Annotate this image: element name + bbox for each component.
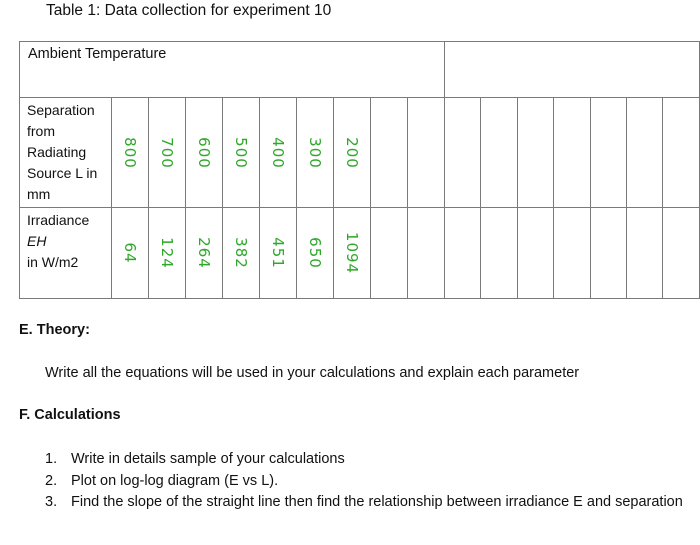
- separation-value: 300: [306, 136, 324, 169]
- list-item: 2. Plot on log-log diagram (E vs L).: [45, 472, 279, 489]
- separation-empty-cell: [591, 98, 627, 208]
- ambient-temperature-value: [445, 42, 700, 98]
- separation-value: 700: [158, 136, 176, 169]
- calculations-heading: F. Calculations: [19, 407, 121, 423]
- separation-cell: [334, 98, 371, 208]
- irradiance-empty-cell: [481, 208, 518, 299]
- irradiance-empty-cell: [663, 208, 700, 299]
- separation-value: 600: [195, 136, 213, 169]
- data-table: [19, 41, 700, 299]
- irradiance-cell: [186, 208, 223, 299]
- irradiance-value: 124: [158, 237, 176, 269]
- irradiance-value: 1094: [343, 231, 361, 275]
- separation-empty-cell: [518, 98, 554, 208]
- separation-empty-cell: [663, 98, 700, 208]
- separation-cell: [223, 98, 260, 208]
- separation-value: 800: [121, 136, 139, 169]
- list-item: 3. Find the slope of the straight line then find the relationship between irradiance E and separation: [45, 494, 683, 510]
- theory-text: Write all the equations will be used in your calculations and explain each parameter: [45, 365, 580, 381]
- irradiance-cell: [297, 208, 334, 299]
- irradiance-cell: [149, 208, 186, 299]
- calculations-list: [45, 449, 685, 514]
- irradiance-value: 264: [195, 237, 213, 269]
- irradiance-empty-cell: [591, 208, 627, 299]
- irradiance-empty-cell: [518, 208, 554, 299]
- separation-cell: [149, 98, 186, 208]
- separation-value: 200: [343, 136, 361, 169]
- irradiance-cell: [334, 208, 371, 299]
- irradiance-value: 64: [121, 242, 139, 264]
- separation-empty-cell: [481, 98, 518, 208]
- irradiance-value: 650: [306, 237, 324, 269]
- separation-cell: [260, 98, 297, 208]
- separation-cell: [112, 98, 149, 208]
- separation-empty-cell: [554, 98, 591, 208]
- ambient-temperature-label: Ambient Temperature: [20, 42, 445, 98]
- irradiance-row: [20, 208, 700, 299]
- irradiance-cell: [223, 208, 260, 299]
- separation-cell: [186, 98, 223, 208]
- table-caption: Table 1: Data collection for experiment 10: [46, 2, 332, 19]
- irradiance-label: Irradiance EH in W/m2: [20, 208, 112, 299]
- irradiance-empty-cell: [371, 208, 408, 299]
- list-item: 1. Write in details sample of your calculations: [45, 451, 345, 467]
- separation-value: 400: [269, 136, 287, 169]
- irradiance-empty-cell: [554, 208, 591, 299]
- separation-empty-cell: [627, 98, 663, 208]
- irradiance-empty-cell: [445, 208, 481, 299]
- separation-empty-cell: [371, 98, 408, 208]
- irradiance-empty-cell: [408, 208, 445, 299]
- separation-empty-cell: [408, 98, 445, 208]
- theory-heading: E. Theory:: [19, 322, 90, 338]
- separation-empty-cell: [445, 98, 481, 208]
- irradiance-empty-cell: [627, 208, 663, 299]
- separation-row: [20, 98, 700, 208]
- irradiance-cell: [112, 208, 149, 299]
- separation-label: Separation from Radiating Source L in mm: [20, 98, 112, 208]
- irradiance-value: 451: [269, 237, 287, 269]
- irradiance-cell: [260, 208, 297, 299]
- separation-cell: [297, 98, 334, 208]
- separation-value: 500: [232, 136, 250, 169]
- irradiance-value: 382: [232, 237, 250, 269]
